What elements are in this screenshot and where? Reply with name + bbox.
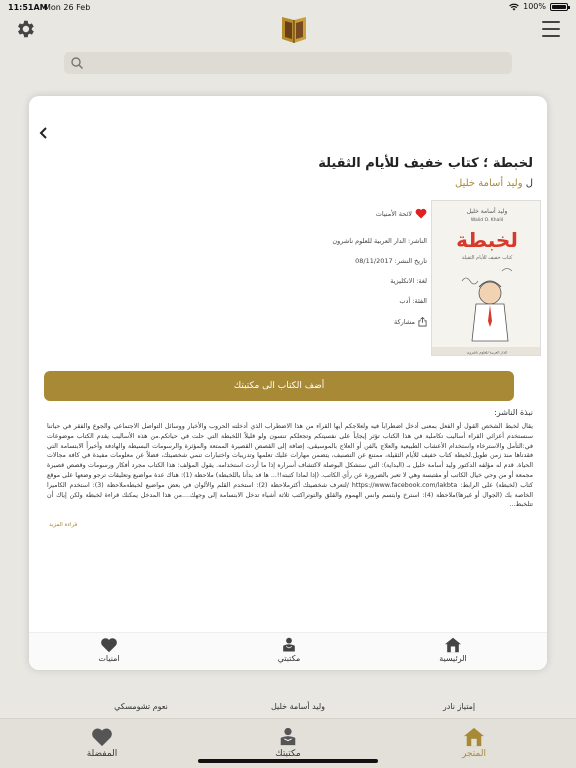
share-button[interactable]: [227, 317, 427, 327]
tab-store[interactable]: [434, 727, 514, 759]
byline-prefix: ل: [525, 178, 533, 189]
app-top-bar: [0, 14, 576, 50]
home-indicator: [198, 759, 378, 763]
status-date: Mon 26 Feb: [44, 3, 91, 12]
app-logo-book-icon: [278, 16, 310, 44]
book-byline: [455, 178, 533, 189]
tab-favorites[interactable]: [62, 727, 142, 759]
background-book-title: إمتياز نادر: [442, 702, 476, 711]
read-more-link[interactable]: قراءة المزيد: [49, 522, 78, 528]
cover-author: وليد أسامة خليل: [466, 208, 508, 215]
tab-wishlist[interactable]: [69, 637, 149, 663]
publisher: الناشر: الدار العربية للعلوم ناشرون: [332, 237, 427, 245]
status-time: 11:51AM: [8, 3, 48, 12]
heart-icon: [100, 637, 118, 653]
cover-title: لخبطة: [456, 228, 518, 252]
search-input[interactable]: [88, 55, 498, 71]
tab-wishlist-label: امنيات: [98, 654, 120, 663]
tab-store-label: المتجر: [462, 749, 486, 759]
search-icon: [70, 56, 84, 70]
home-icon: [444, 637, 462, 653]
tab-my-library[interactable]: [249, 637, 329, 663]
book-title: لخبطة ؛ كتاب خفيف للأيام الثقيلة: [318, 156, 533, 171]
status-bar: [0, 0, 576, 14]
share-icon: [418, 317, 427, 327]
book-summary: يقال لخبط الشخص القول أو الفعل بمعنى أدخل اضطراباً فيه ولعلاجكم أيها القراء من هذا الاضطراب الذي أدخلته الحروب والأخبار ووسائل التواصل الاجتماعي والجوع والفقر في حياتنا سنستخدم أعزائي القراء أساليب تكاملية في هذا الكتاب تؤثر إيجاباً على نفسيتكم وتجعلكم تنسون ولو قليلاً اللخبطة التي حلت في حياتكم.من هذه الأساليب يقدم الكتاب موضوعات في:التأمل والاسترخاء واستخدام الأعشاب الطبيعية والعلاج بالفن أو العلاج بالموسيقى، إضافة إلى القصص القصيرة الممتعة والمؤثرة والرسومات البسيطة والهادفة وأخيراً الابتسامة التي فقدناها منذ زمن طويل.لخبطة كتاب خفيف للأيام الثقيلة، ممتنع عن التصنيف، يتضمن مهارات عليك تعلمها وتدريبات واختبارات تنمي شخصيتك، فضلاً عن معلومات مفيدة في كافة مجالات الحياة. قدم له مؤلفه الدكتور وليد أسامة خليل بـ (البداية): التي ستشكل البوصلة لاكتشاف أسراره إذا ما أردت استخدامه. يقول المؤلف: هذا الكتاب مجرد أفكار ورسومات وقصص قصيرة مجمعة أو من وحي خيال الكاتب أو مقتبسة وهي لا تعبر بالضرورة عن رأي الكاتب. (إذا لماذا كتبته!!... ها قد بدأنا باللخبطة) ملاحظة (1): هناك عدة مواضيع وتعليقات ترجو وضعها على موقع كتاب (لخبطة) على الرابط: https://www.facebook.com/lakbta /لتعرف شخصيتك أكثرملاحظة (2): استخدم القلم والألوان في بعض مواضيع لخبطةملاحظة (3): استخدم الكاميرا الخاصة بك (الجوال أو غيرها)ملاحظة (4): استرخ وابتسم وانس الهموم والقلق والتوتراكتب ثلاثة أشياء تدخل الابتسامة إلى وجهك....من هذا المدخل يمكنك قراءة لخبطة ولكن إياك أن تتلخبط...: [47, 423, 533, 509]
library-icon: [279, 637, 299, 653]
heart-icon: [91, 727, 113, 747]
book-info: [227, 208, 427, 327]
home-store-icon: [462, 727, 486, 747]
summary-heading: نبذة الناشر:: [494, 408, 533, 417]
cover-subtitle: كتاب خفيف للأيام الثقيلة: [461, 255, 513, 261]
wifi-icon: [509, 3, 519, 11]
tab-home[interactable]: [413, 637, 493, 663]
category: الفئة: أدب: [399, 297, 427, 305]
modal-tab-bar: [29, 632, 547, 670]
battery-percent: 100%: [523, 2, 546, 11]
gear-icon[interactable]: [14, 18, 36, 40]
language: لغة: الانكليزية: [390, 277, 427, 285]
battery-icon: [550, 3, 568, 11]
background-book-title: نعوم تشومسكي: [114, 702, 168, 711]
library-icon: [275, 727, 301, 747]
background-book-title: وليد أسامة خليل: [270, 702, 325, 711]
cover-publisher: الدار العربية للعلوم ناشرون: [466, 350, 508, 355]
tab-library-label: مكتبتك: [275, 749, 301, 759]
heart-icon: [415, 208, 427, 219]
book-cover: [431, 200, 541, 356]
cover-author-latin: Walid O. Khalil: [470, 218, 504, 223]
tab-favorites-label: المفضلة: [86, 749, 118, 759]
share-label: مشاركة: [394, 318, 415, 326]
tab-my-library-label: مكتبتي: [277, 654, 301, 663]
wishlist-toggle[interactable]: [227, 208, 427, 219]
tab-library[interactable]: [248, 727, 328, 759]
search-bar[interactable]: [64, 52, 512, 74]
publish-date: تاريخ النشر: 08/11/2017: [355, 257, 427, 265]
back-chevron-icon[interactable]: [37, 126, 51, 140]
status-right: [509, 2, 568, 11]
book-cover-art: [432, 201, 541, 356]
hamburger-menu-icon[interactable]: [542, 21, 560, 37]
wishlist-label: لائحة الأمنيات: [375, 209, 412, 218]
book-details-modal: [29, 96, 547, 670]
book-author-link[interactable]: وليد أسامة خليل: [455, 178, 523, 189]
tab-home-label: الرئيسية: [439, 654, 467, 663]
add-to-library-button[interactable]: أضف الكتاب الى مكتبتك: [44, 371, 514, 401]
